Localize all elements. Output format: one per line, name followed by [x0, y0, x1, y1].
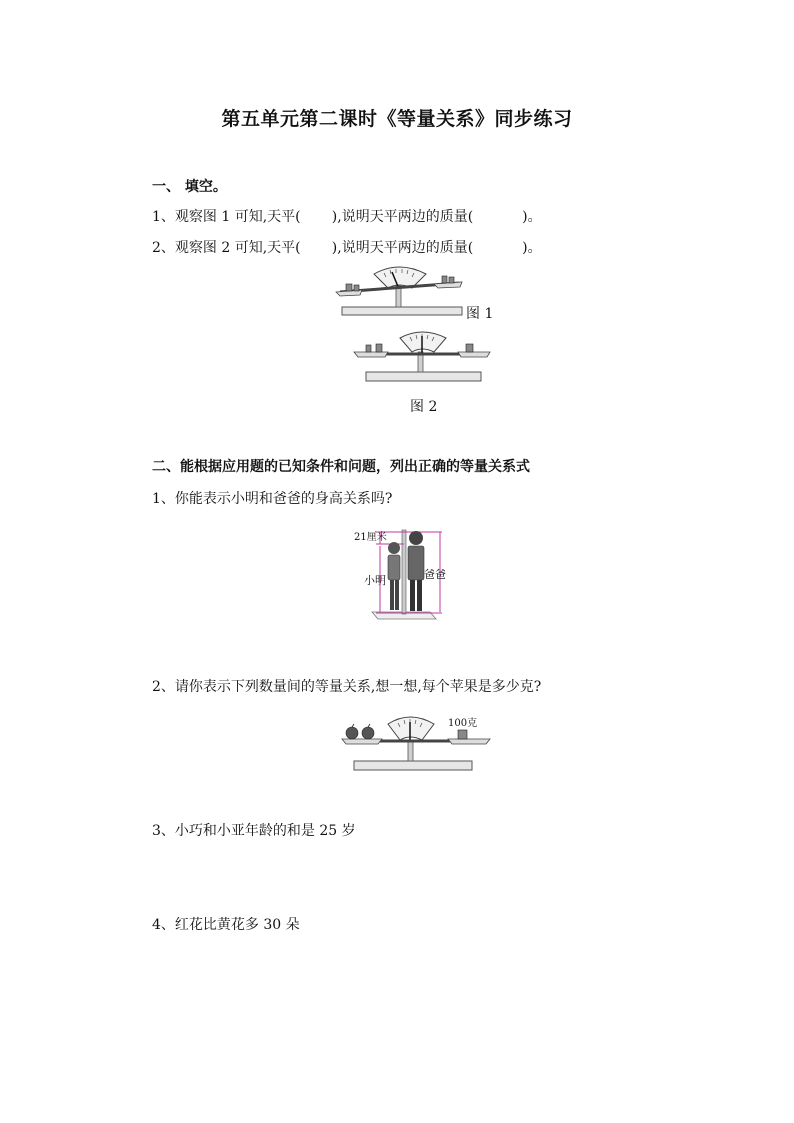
- weight-label: 100克: [448, 718, 478, 729]
- question-2-1: 1、你能表示小明和爸爸的身高关系吗?: [152, 491, 393, 507]
- question-1-2: 2、观察图 2 可知,天平( ),说明天平两边的质量( )。: [152, 240, 542, 256]
- figure-2-caption: 图 2: [410, 399, 438, 415]
- xiaoming-label: 小明: [364, 574, 386, 587]
- question-1-1: 1、观察图 1 可知,天平( ),说明天平两边的质量( )。: [152, 209, 542, 225]
- height-difference-label: 21厘米: [354, 532, 387, 543]
- question-2-3: 3、小巧和小亚年龄的和是 25 岁: [152, 823, 356, 839]
- baba-label: 爸爸: [424, 568, 446, 581]
- question-2-2: 2、请你表示下列数量间的等量关系,想一想,每个苹果是多少克?: [152, 679, 542, 695]
- figure-1-caption: 图 1: [466, 306, 494, 322]
- balance-figure-1: [334, 262, 469, 320]
- page-title: 第五单元第二课时《等量关系》同步练习: [221, 108, 573, 130]
- section1-heading: 一、 填空。: [152, 179, 227, 195]
- balance-figure-2: [352, 330, 492, 384]
- section2-heading: 二、能根据应用题的已知条件和问题，列出正确的等量关系式: [152, 459, 530, 475]
- question-2-4: 4、红花比黄花多 30 朵: [152, 917, 300, 933]
